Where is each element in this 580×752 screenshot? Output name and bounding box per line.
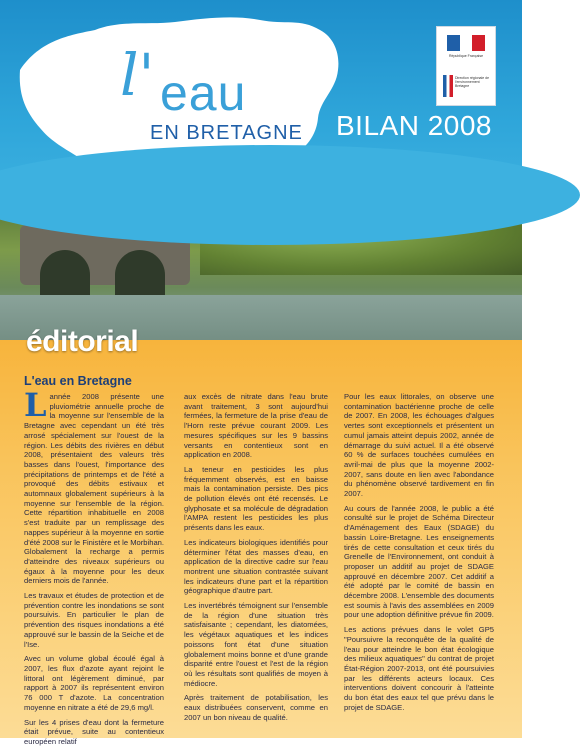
logo-subtitle: EN BRETAGNE (150, 122, 303, 144)
paragraph: aux excès de nitrate dans l'eau brute avant traitement, 3 sont aujourd'hui fermées, la fermeture de la prise d'eau de l'Horn reste prévue courant 2009. Les mesures spécifiques sur les 9 bassins versants en contentieux sont en application en 2008. (184, 392, 328, 460)
paragraph-text: année 2008 présente une pluviométrie annuelle proche de la moyenne sur l'ensemble de la Bretagne avec cependant un été très arrosé spécialement sur l'ouest de la région. Les débits des rivières en début 2008, présentaient des valeurs très basses dans l'ouest, l'importance des précipitations de printemps et de l'été a provoqué des débits estivaux et automnaux globalement supérieurs à la moyenne sur l'ensemble de la région. Cette répartition inhabituelle en 2008 s'est traduite par un remplissage des nappes supérieur à la moyenne en sortie d'été 2008 sur le Finistère et le Morbihan. Globalement la recharge a permis d'atteindre des niveaux supérieurs ou égaux à la moyenne pour les deux derniers mois de l'année. (24, 392, 164, 586)
paragraph: Pour les eaux littorales, on observe une contamination bactérienne proche de celle de 2007. En 2008, les échouages d'algues vertes sont exceptionnels et présentent un cumul jamais atteint depuis 2002, année de démarrage du suivi actuel. Il a été observé 60 % de surfaces touchées cumulées en avril-mai de plus que la moyenne 2002-2007, sans doute en lien avec l'abondance du phénomène observé tardivement en fin 2007. (344, 392, 494, 499)
paragraph: Les actions prévues dans le volet GP5 "Poursuivre la reconquête de la qualité de l'eau pour atteindre le bon état écologique des milieux aquatiques" du contrat de projet État-Région 2007-2013, ont été poursuivies par les différents acteurs locaux. Ces interventions doivent concourir à l'atteinte du bon état des eaux tel que prévu dans le projet de SDAGE. (344, 625, 494, 712)
report-title: BILAN 2008 (336, 110, 492, 141)
logo-eau-text: eau (160, 65, 247, 121)
section-subtitle: L'eau en Bretagne (24, 374, 132, 388)
photo-bridge-arch (115, 250, 165, 295)
dropcap-letter: L (24, 386, 47, 424)
paragraph: La teneur en pesticides les plus fréquemment observés, est en baisse mais la contamination persiste. Des pics de pollution élevés ont été recensés. Le glyphosate et sa molécule de dégradation l'AMPA restent les pesticides les plus présents dans les eaux. (184, 464, 328, 533)
diren-logo-icon (443, 75, 453, 97)
section-title: éditorial (26, 325, 139, 358)
paragraph: Au cours de l'année 2008, le public a été consulté sur le projet de Schéma Directeur d'Aménagement des Eaux (SDAGE) du bassin Loire-Bretagne. Les enseignements tirés de cette consultation et ceux tirés du Grenelle de l'Environnement, ont conduit à proposer un additif au projet de SDAGE approuvé en décembre 2007. Cet additif a été adopté par le comité de bassin en décembre 2008. L'ensemble des documents est soumis à l'avis des assemblées en 2009 pour une adoption définitive prévue fin 2009. (344, 503, 494, 620)
paragraph: Les invertébrés témoignent sur l'ensemble de la région d'une situation très satisfaisante ; cependant, les diatomées, les végétaux aquatiques et les indices poissons font état d'une situation globalement moins bonne et d'une grande disparité entre l'ouest et l'est de la région où les résultats sont qualifiés de moyen à médiocre. (184, 601, 328, 688)
diren-label: Direction régionale de l'environnement Bretagne (455, 76, 490, 88)
paragraph: Avec un volume global écoulé égal à 2007, les flux d'azote ayant rejoint le littoral ont légèrement diminué, par rapport à 2007 ils représentent environ 76 000 T d'azote. La concentration moyenne en nitrate a été de 29,6 mg/l. (24, 654, 164, 712)
paragraph: Sur les 4 prises d'eau dont la fermeture était prévue, suite au contentieux européen relatif (24, 717, 164, 746)
partner-logos (436, 26, 496, 106)
paragraph: Les travaux et études de protection et de prévention contre les inondations se sont poursuivis. En particulier le plan de prévention des risques inondations a été approuvé sur le bassin de la Seiche et de l'Ise. (24, 591, 164, 649)
republique-francaise-flag-icon (447, 35, 485, 51)
paragraph (24, 386, 164, 586)
logo-l-letter: l' (120, 41, 155, 109)
column-3 (344, 392, 494, 718)
paragraph: Après traitement de potabilisation, les eaux distribuées conservent, comme en 2007 un bon niveau de qualité. (184, 693, 328, 722)
photo-bridge-arch (40, 250, 90, 295)
paragraph: Les indicateurs biologiques identifiés pour déterminer l'état des masses d'eau, en application de la directive cadre sur l'eau montrent une situation contrastée suivant les indicateurs d'une part et la répartition géographique d'autre part. (184, 537, 328, 596)
column-1 (24, 386, 164, 752)
column-2 (184, 392, 328, 728)
republique-francaise-label: République Française (448, 54, 484, 58)
